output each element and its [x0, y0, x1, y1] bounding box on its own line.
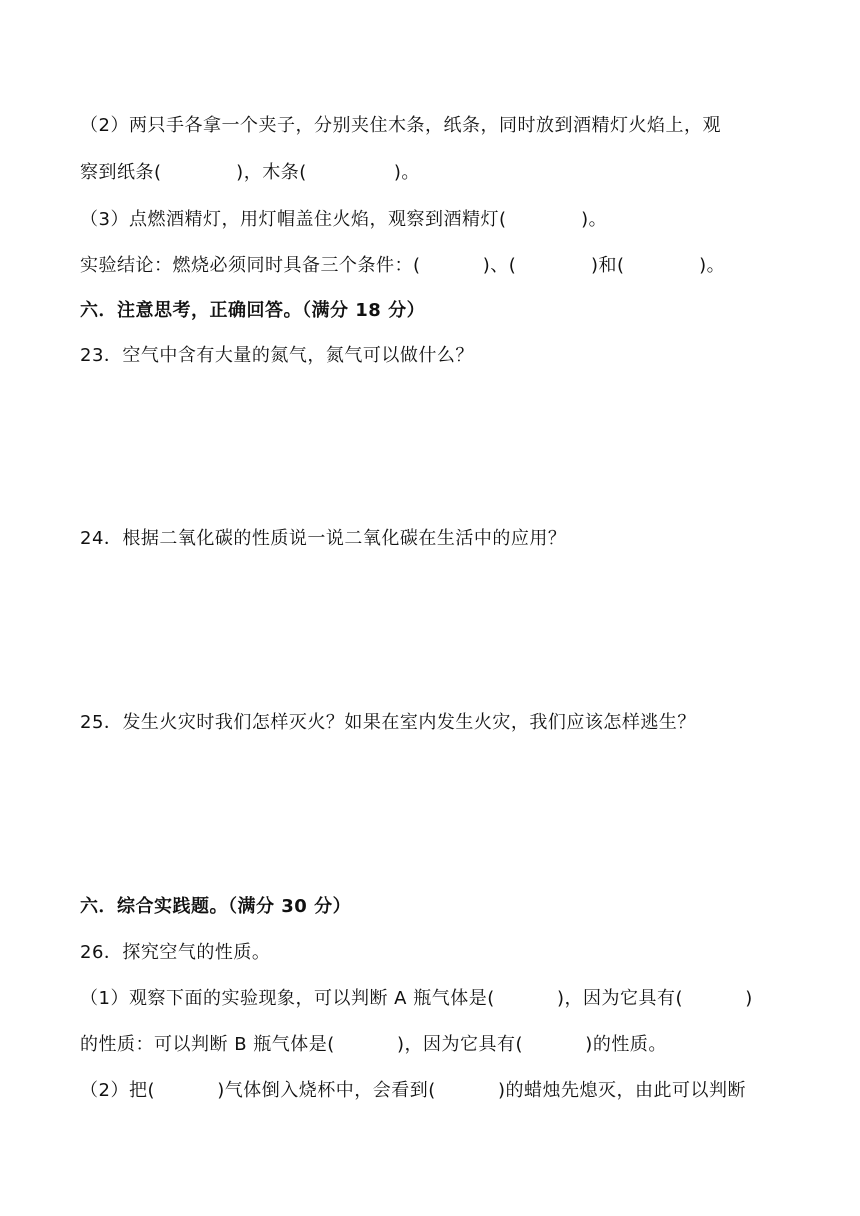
question-24: 24．根据二氧化碳的性质说一说二氧化碳在生活中的应用？: [80, 528, 567, 549]
q22-step3: （3）点燃酒精灯，用灯帽盖住火焰，观察到酒精灯( )。: [80, 209, 608, 230]
section-heading-thinking: 六．注意思考，正确回答。（满分 18 分）: [80, 300, 426, 321]
q22-step2-line2: 察到纸条( )，木条( )。: [80, 162, 420, 183]
question-25: 25．发生火灾时我们怎样灭火？如果在室内发生火灾，我们应该怎样逃生？: [80, 712, 696, 733]
q26-step2-line1: （2）把( )气体倒入烧杯中，会看到( )的蜡烛先熄灭，由此可以判断: [80, 1080, 746, 1101]
q26-step1-line2: 的性质：可以判断 B 瓶气体是( )，因为它具有( )的性质。: [80, 1034, 667, 1055]
q22-step2-line1: （2）两只手各拿一个夹子，分别夹住木条，纸条，同时放到酒精灯火焰上，观: [80, 115, 721, 136]
experiment-conclusion: 实验结论：燃烧必须同时具备三个条件：( )、( )和( )。: [80, 255, 726, 276]
question-23: 23．空气中含有大量的氮气，氮气可以做什么？: [80, 345, 474, 366]
section-heading-practice: 六．综合实践题。（满分 30 分）: [80, 896, 352, 917]
question-26: 26．探究空气的性质。: [80, 942, 271, 963]
q26-step1-line1: （1）观察下面的实验现象，可以判断 A 瓶气体是( )，因为它具有( ): [80, 988, 753, 1009]
